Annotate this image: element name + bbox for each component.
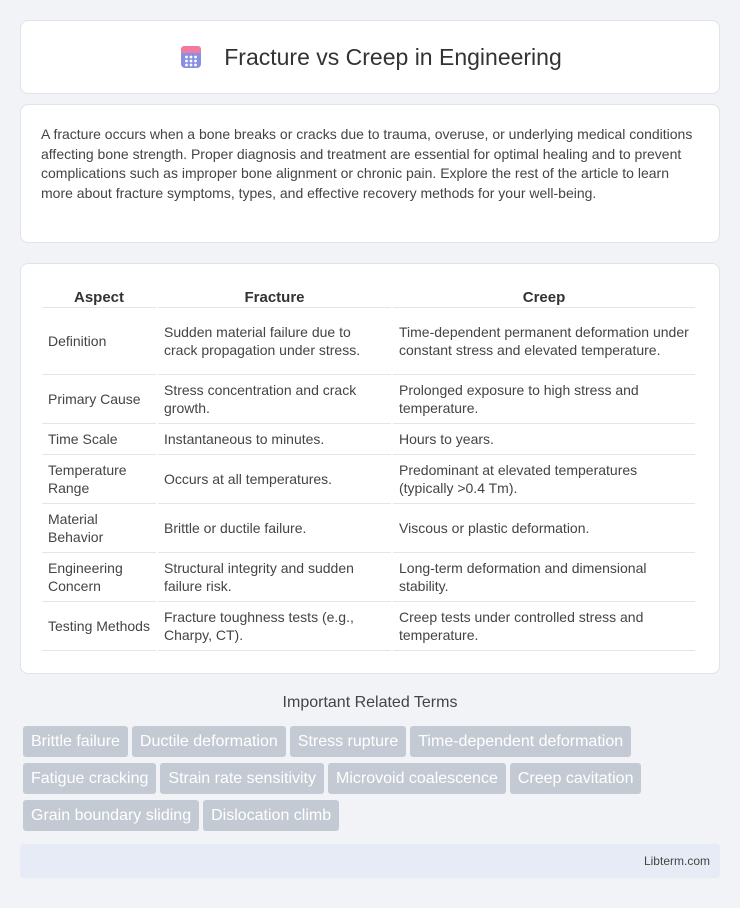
related-term-tag[interactable]: Brittle failure	[23, 726, 128, 757]
header-aspect: Aspect	[42, 285, 156, 308]
table-header-row	[42, 285, 695, 308]
creep-cell: Viscous or plastic deformation.	[393, 504, 695, 553]
related-term-tag[interactable]: Strain rate sensitivity	[160, 763, 324, 794]
header-fracture: Fracture	[158, 285, 391, 308]
aspect-cell: Primary Cause	[42, 375, 156, 424]
title-card	[20, 20, 720, 94]
creep-cell: Hours to years.	[393, 424, 695, 455]
table-row	[42, 375, 695, 424]
comparison-card	[20, 263, 720, 674]
table-row	[42, 602, 695, 651]
related-term-tag[interactable]: Ductile deformation	[132, 726, 286, 757]
aspect-cell: Time Scale	[42, 424, 156, 455]
related-term-tag[interactable]: Grain boundary sliding	[23, 800, 199, 831]
table-row	[42, 424, 695, 455]
footer	[20, 844, 720, 878]
aspect-cell: Material Behavior	[42, 504, 156, 553]
related-term-tag[interactable]: Time-dependent deformation	[410, 726, 631, 757]
related-terms-list	[23, 726, 713, 837]
fracture-cell: Sudden material failure due to crack propagation under stress.	[158, 308, 391, 375]
intro-card	[20, 104, 720, 243]
header-creep: Creep	[393, 285, 695, 308]
page-title: Fracture vs Creep in Engineering	[224, 43, 562, 70]
creep-cell: Prolonged exposure to high stress and temperature.	[393, 375, 695, 424]
creep-cell: Time-dependent permanent deformation under constant stress and elevated temperature.	[393, 308, 695, 375]
creep-cell: Predominant at elevated temperatures (typically >0.4 Tm).	[393, 455, 695, 504]
related-term-tag[interactable]: Fatigue cracking	[23, 763, 156, 794]
fracture-cell: Stress concentration and crack growth.	[158, 375, 391, 424]
table-row	[42, 553, 695, 602]
aspect-cell: Testing Methods	[42, 602, 156, 651]
intro-text: A fracture occurs when a bone breaks or cracks due to trauma, overuse, or underlying medical conditions affecting bone strength. Proper diagnosis and treatment are essential for optimal healing and to prevent complications such as improper bone alignment or chronic pain. Explore the rest of the article to learn more about fracture symptoms, types, and effective recovery methods for your well-being.	[41, 126, 693, 201]
table-row	[42, 455, 695, 504]
related-term-tag[interactable]: Creep cavitation	[510, 763, 642, 794]
fracture-cell: Structural integrity and sudden failure risk.	[158, 553, 391, 602]
aspect-cell: Temperature Range	[42, 455, 156, 504]
related-term-tag[interactable]: Stress rupture	[290, 726, 406, 757]
related-term-tag[interactable]: Dislocation climb	[203, 800, 339, 831]
related-terms-heading: Important Related Terms	[282, 694, 458, 711]
creep-cell: Long-term deformation and dimensional stability.	[393, 553, 695, 602]
fracture-cell: Brittle or ductile failure.	[158, 504, 391, 553]
table-row	[42, 504, 695, 553]
calculator-icon	[178, 44, 204, 70]
creep-cell: Creep tests under controlled stress and temperature.	[393, 602, 695, 651]
footer-site-link[interactable]: Libterm.com	[643, 854, 710, 868]
aspect-cell: Engineering Concern	[42, 553, 156, 602]
related-term-tag[interactable]: Microvoid coalescence	[328, 763, 506, 794]
fracture-cell: Instantaneous to minutes.	[158, 424, 391, 455]
comparison-table	[40, 285, 697, 651]
aspect-cell: Definition	[42, 308, 156, 375]
fracture-cell: Occurs at all temperatures.	[158, 455, 391, 504]
fracture-cell: Fracture toughness tests (e.g., Charpy, CT).	[158, 602, 391, 651]
table-row	[42, 308, 695, 375]
